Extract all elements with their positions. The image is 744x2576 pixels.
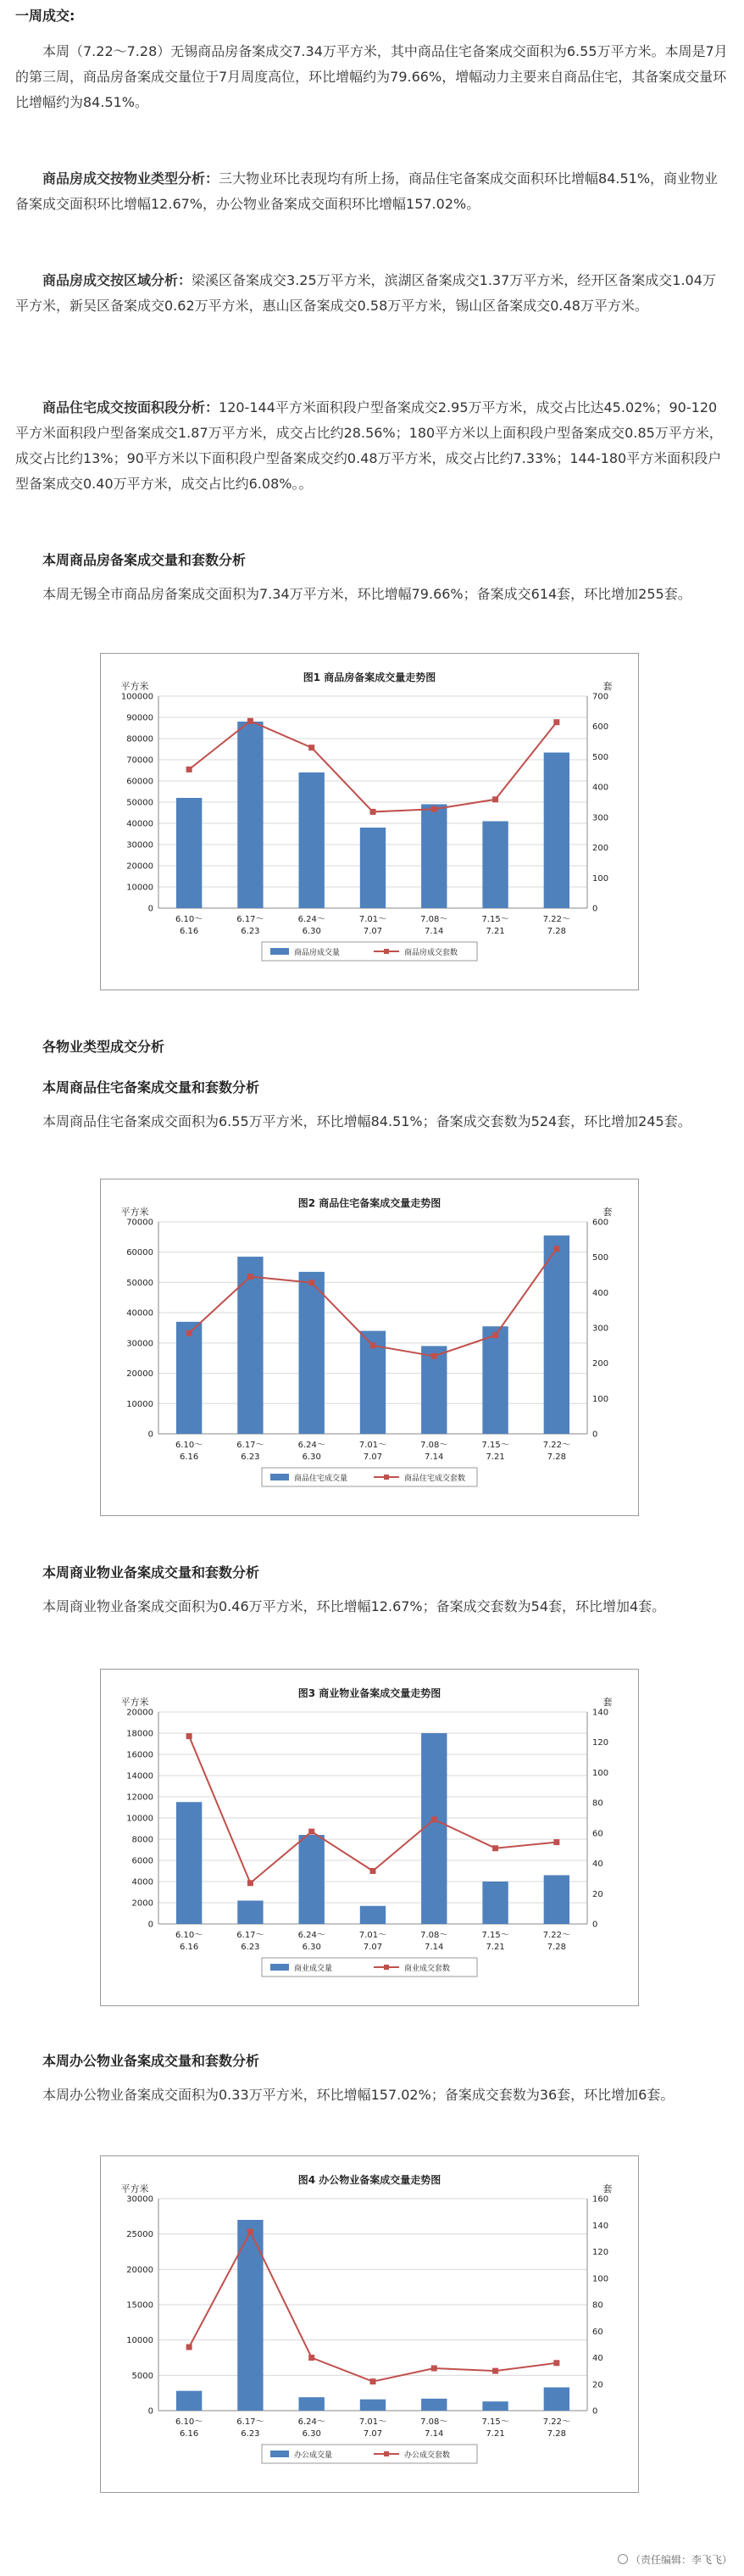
x-tick-label: 7.15～ [481, 2417, 509, 2427]
types-section-title: 各物业类型成交分析 [42, 1039, 165, 1055]
y-tick-label: 4000 [131, 1877, 153, 1887]
analysis-by-type-text: 三大物业环比表现均有所上扬，商品住宅备案成交面积环比增幅84.51%，商业物业备案成交面积环比增幅12.67%，办公物业备案成交面积环比增幅157.02%。 [15, 170, 719, 212]
weekly-title: 一周成交: [15, 8, 75, 24]
legend-bar-swatch [270, 2451, 289, 2457]
y2-tick-label: 100 [592, 2274, 609, 2284]
y-tick-label: 50000 [126, 1278, 153, 1288]
y-tick-label: 30000 [126, 2194, 153, 2205]
legend-line-marker [384, 2451, 389, 2456]
line-point [308, 1280, 314, 1285]
y-tick-label: 70000 [126, 756, 153, 766]
y2-tick-label: 700 [592, 692, 609, 702]
analysis-by-region-label: 商品房成交按区域分析： [42, 272, 192, 288]
y2-tick-label: 300 [592, 813, 609, 823]
x-tick-label: 6.10～ [175, 1931, 203, 1940]
analysis-by-type [15, 166, 729, 217]
x-tick-label: 6.16 [180, 1943, 199, 1952]
editor-credit-text: （责任编辑：李飞飞） [630, 2554, 732, 2566]
y2-axis-label: 套 [602, 681, 613, 692]
x-tick-label: 6.10～ [175, 915, 203, 924]
y2-tick-label: 160 [592, 2194, 609, 2205]
analysis-by-area [15, 395, 729, 497]
x-tick-label: 7.22～ [542, 915, 570, 924]
x-tick-label: 7.14 [425, 2429, 444, 2439]
y2-tick-label: 120 [592, 1738, 609, 1748]
chart-3 [100, 1669, 639, 2006]
y-tick-label: 0 [147, 1920, 153, 1930]
x-tick-label: 7.14 [425, 1452, 444, 1462]
y2-tick-label: 40 [592, 2354, 603, 2363]
chart-4-svg [101, 2156, 638, 2492]
bar [482, 1326, 508, 1434]
y-tick-label: 20000 [126, 2265, 153, 2275]
x-tick-label: 7.21 [486, 1452, 505, 1462]
bar [544, 2388, 569, 2412]
y2-axis-label: 套 [602, 2183, 613, 2194]
chart-1 [100, 653, 639, 990]
x-tick-label: 7.07 [363, 2429, 383, 2439]
x-tick-label: 7.01～ [358, 1931, 387, 1940]
y-tick-label: 16000 [126, 1750, 153, 1760]
y-tick-label: 20000 [126, 1708, 153, 1718]
x-tick-label: 7.28 [547, 927, 566, 936]
y2-tick-label: 100 [592, 1768, 609, 1778]
legend-line-marker [384, 1475, 389, 1480]
office-section-text: 本周办公物业备案成交面积为0.33万平方米，环比增幅157.02%；备案成交套数为36套，环比增加6套。 [42, 2087, 675, 2103]
x-tick-label: 7.14 [425, 1943, 444, 1952]
office-section-title: 本周办公物业备案成交量和套数分析 [42, 2053, 260, 2069]
y2-tick-label: 0 [592, 1430, 598, 1440]
y2-tick-label: 500 [592, 1253, 609, 1263]
x-tick-label: 6.24～ [297, 2417, 325, 2427]
commercial-section-title: 本周商业物业备案成交量和套数分析 [42, 1564, 260, 1581]
y-tick-label: 10000 [126, 2336, 153, 2346]
y-tick-label: 10000 [126, 1399, 153, 1409]
editor-credit [618, 2552, 732, 2567]
y-axis-label: 平方米 [120, 1697, 149, 1708]
line-point [431, 1353, 437, 1359]
legend-line-label: 商品住宅成交套数 [404, 1475, 466, 1483]
x-tick-label: 6.23 [241, 2429, 260, 2439]
x-tick-label: 7.28 [547, 1943, 566, 1952]
commercial-section-text: 本周商业物业备案成交面积为0.46万平方米，环比增幅12.67%；备案成交套数为54套，环比增加4套。 [42, 1598, 666, 1614]
line-point [308, 1829, 314, 1835]
line-point [370, 1342, 376, 1348]
editor-icon [618, 2554, 628, 2564]
x-tick-label: 6.10～ [175, 2417, 203, 2427]
y2-tick-label: 60 [592, 1829, 603, 1839]
y-tick-label: 70000 [126, 1218, 153, 1228]
y2-tick-label: 140 [592, 1708, 609, 1718]
y-tick-label: 10000 [126, 1814, 153, 1824]
x-tick-label: 7.21 [486, 927, 505, 936]
x-tick-label: 6.30 [302, 2429, 321, 2439]
y-axis-label: 平方米 [120, 1207, 149, 1218]
x-tick-label: 7.07 [363, 927, 383, 936]
y-tick-label: 60000 [126, 1248, 153, 1258]
line-point [186, 1330, 192, 1336]
line-point [492, 1332, 498, 1338]
x-tick-label: 7.21 [486, 2429, 505, 2439]
x-tick-label: 6.16 [180, 2429, 199, 2439]
y2-tick-label: 0 [592, 1920, 598, 1930]
y-tick-label: 5000 [131, 2371, 153, 2381]
y2-tick-label: 100 [592, 873, 609, 884]
y2-tick-label: 600 [592, 722, 609, 733]
y-tick-label: 60000 [126, 777, 153, 787]
bar [482, 1882, 508, 1924]
y2-tick-label: 500 [592, 752, 609, 762]
y2-tick-label: 100 [592, 1394, 609, 1404]
bar [421, 1733, 447, 1924]
y-tick-label: 15000 [126, 2300, 153, 2311]
chart-title: 图3 商业物业备案成交量走势图 [297, 1687, 441, 1699]
residential-section-title: 本周商品住宅备案成交量和套数分析 [42, 1079, 260, 1096]
x-tick-label: 7.15～ [481, 1441, 509, 1450]
y-axis-label: 平方米 [120, 681, 149, 692]
bar [421, 805, 447, 909]
line-point [553, 719, 559, 725]
total-section-title: 本周商品房备案成交量和套数分析 [42, 552, 247, 568]
x-tick-label: 6.16 [180, 1452, 199, 1462]
residential-section-text: 本周商品住宅备案成交面积为6.55万平方米，环比增幅84.51%；备案成交套数为524套，环比增加245套。 [42, 1113, 691, 1129]
bar [299, 1835, 325, 1924]
line-point [186, 1733, 192, 1739]
legend-bar-swatch [270, 1964, 289, 1971]
x-tick-label: 7.28 [547, 1452, 566, 1462]
y2-tick-label: 60 [592, 2327, 603, 2337]
x-tick-label: 6.17～ [236, 1931, 264, 1940]
legend-line-marker [384, 949, 389, 954]
line-point [492, 796, 498, 802]
y-tick-label: 40000 [126, 819, 153, 829]
line-point [247, 1274, 253, 1280]
y2-axis-label: 套 [602, 1207, 613, 1218]
chart-2 [100, 1179, 639, 1516]
legend-line-label: 商业成交套数 [404, 1965, 451, 1973]
y-tick-label: 0 [147, 1430, 153, 1440]
x-tick-label: 6.17～ [236, 1441, 264, 1450]
y-tick-label: 18000 [126, 1729, 153, 1739]
y2-tick-label: 40 [592, 1860, 603, 1870]
x-tick-label: 6.10～ [175, 1441, 203, 1450]
y2-tick-label: 400 [592, 783, 609, 793]
x-tick-label: 6.24～ [297, 915, 325, 924]
line-point [553, 1246, 559, 1252]
analysis-by-region-text: 梁溪区备案成交3.25万平方米，滨湖区备案成交1.37万平方米，经开区备案成交1.04万平方米，新吴区备案成交0.62万平方米，惠山区备案成交0.58万平方米，锡山区备案成交0.48万平方米。 [15, 272, 716, 314]
analysis-by-region [15, 268, 729, 319]
line-point [553, 2360, 559, 2366]
chart-title: 图4 办公物业备案成交量走势图 [297, 2174, 441, 2186]
series-line [189, 1737, 557, 1883]
x-tick-label: 6.17～ [236, 915, 264, 924]
x-tick-label: 7.22～ [542, 1441, 570, 1450]
line-point [431, 806, 437, 812]
legend-line-label: 办公成交套数 [404, 2451, 451, 2460]
bar [299, 2397, 325, 2411]
y-axis-label: 平方米 [120, 2183, 149, 2194]
y-tick-label: 14000 [126, 1771, 153, 1781]
x-tick-label: 6.23 [241, 927, 260, 936]
analysis-by-type-label: 商品房成交按物业类型分析： [42, 170, 219, 187]
chart-1-svg [101, 654, 638, 990]
y-tick-label: 20000 [126, 861, 153, 872]
x-tick-label: 7.15～ [481, 915, 509, 924]
x-tick-label: 7.22～ [542, 2417, 570, 2427]
x-tick-label: 7.08～ [420, 1441, 448, 1450]
y-tick-label: 90000 [126, 713, 153, 723]
x-tick-label: 7.07 [363, 1452, 383, 1462]
legend-bar-label: 商品住宅成交量 [294, 1475, 348, 1483]
x-tick-label: 6.30 [302, 1452, 321, 1462]
bar [421, 2399, 447, 2411]
y2-tick-label: 200 [592, 1359, 609, 1369]
line-point [186, 2345, 192, 2350]
x-tick-label: 7.22～ [542, 1931, 570, 1940]
legend-line-marker [384, 1965, 389, 1970]
legend-bar-label: 商品房成交量 [294, 949, 341, 957]
legend-bar-label: 办公成交量 [294, 2451, 333, 2460]
line-point [553, 1839, 559, 1845]
y-tick-label: 2000 [131, 1899, 153, 1909]
line-point [370, 2378, 376, 2384]
y-tick-label: 100000 [120, 692, 153, 702]
chart-3-svg [101, 1670, 638, 2005]
bar [237, 722, 263, 908]
x-tick-label: 7.01～ [358, 1441, 387, 1450]
y2-axis-label: 套 [602, 1697, 613, 1708]
line-point [492, 2368, 498, 2374]
x-tick-label: 7.21 [486, 1943, 505, 1952]
x-tick-label: 7.14 [425, 927, 444, 936]
x-tick-label: 6.24～ [297, 1441, 325, 1450]
bar [482, 2401, 508, 2411]
bar [544, 1235, 569, 1434]
chart-4 [100, 2155, 639, 2493]
y-tick-label: 0 [147, 904, 153, 914]
x-tick-label: 7.28 [547, 2429, 566, 2439]
y2-tick-label: 400 [592, 1288, 609, 1298]
y2-tick-label: 120 [592, 2248, 609, 2257]
line-point [247, 718, 253, 724]
y-tick-label: 30000 [126, 1339, 153, 1349]
total-section-text: 本周无锡全市商品房备案成交面积为7.34万平方米，环比增幅79.66%；备案成交614套，环比增加255套。 [42, 586, 691, 602]
line-point [186, 767, 192, 772]
chart-title: 图2 商品住宅备案成交量走势图 [297, 1197, 441, 1209]
line-point [308, 744, 314, 750]
y2-tick-label: 200 [592, 844, 609, 854]
bar [176, 798, 202, 908]
analysis-by-area-text: 120-144平方米面积段户型备案成交2.95万平方米，成交占比达45.02%；90-120平方米面积段户型备案成交1.87万平方米，成交占比约28.56%；180平方米以上面积段户型备案成交0.85万平方米，成交占比约13%；90平方米以下面积段户型备案成交约0.48万平方米，成交占比约7.33%；144-180平方米面积段户型备案成交0.40万平方米，成交占比约6.08%。。 [15, 399, 723, 492]
x-tick-label: 7.15～ [481, 1931, 509, 1940]
legend-bar-label: 商业成交量 [294, 1965, 333, 1973]
y-tick-label: 50000 [126, 798, 153, 808]
bar [299, 1272, 325, 1434]
bar [482, 822, 508, 909]
y2-tick-label: 20 [592, 2380, 603, 2390]
y-tick-label: 20000 [126, 1369, 153, 1380]
bar [360, 2400, 386, 2411]
line-point [370, 1868, 376, 1874]
legend-bar-swatch [270, 1474, 289, 1480]
y2-tick-label: 0 [592, 904, 598, 914]
x-tick-label: 7.01～ [358, 2417, 387, 2427]
bar [176, 2391, 202, 2411]
y-tick-label: 8000 [131, 1835, 153, 1845]
x-tick-label: 6.23 [241, 1943, 260, 1952]
y-tick-label: 12000 [126, 1793, 153, 1803]
bar [360, 1906, 386, 1924]
x-tick-label: 7.01～ [358, 915, 387, 924]
y-tick-label: 10000 [126, 883, 153, 893]
bar [421, 1346, 447, 1434]
bar [237, 1901, 263, 1925]
legend-line-label: 商品房成交套数 [404, 949, 458, 957]
bar [237, 1257, 263, 1434]
bar [176, 1322, 202, 1434]
x-tick-label: 6.23 [241, 1452, 260, 1462]
x-tick-label: 6.16 [180, 927, 199, 936]
y-tick-label: 0 [147, 2406, 153, 2417]
bar [544, 753, 569, 909]
y2-tick-label: 0 [592, 2406, 598, 2417]
weekly-summary: 本周（7.22～7.28）无锡商品房备案成交7.34万平方米，其中商品住宅备案成交面积为6.55万平方米。本周是7月的第三周，商品房备案成交量位于7月周度高位，环比增幅约为79.66%，增幅动力主要来自商品住宅，其备案成交量环比增幅约为84.51%。 [15, 43, 728, 110]
y-tick-label: 25000 [126, 2230, 153, 2240]
y-tick-label: 30000 [126, 840, 153, 850]
legend-bar-swatch [270, 948, 289, 955]
x-tick-label: 7.08～ [420, 1931, 448, 1940]
analysis-by-area-label: 商品住宅成交按面积段分析： [42, 399, 219, 415]
y2-tick-label: 140 [592, 2221, 609, 2231]
line-point [431, 1816, 437, 1822]
line-point [247, 2229, 253, 2235]
y-tick-label: 6000 [131, 1856, 153, 1866]
y2-tick-label: 300 [592, 1324, 609, 1334]
x-tick-label: 6.24～ [297, 1931, 325, 1940]
x-tick-label: 7.07 [363, 1943, 383, 1952]
x-tick-label: 6.30 [302, 927, 321, 936]
bar [299, 772, 325, 908]
x-tick-label: 7.08～ [420, 915, 448, 924]
line-point [247, 1880, 253, 1886]
y2-tick-label: 80 [592, 1798, 603, 1809]
line-point [492, 1845, 498, 1851]
chart-title: 图1 商品房备案成交量走势图 [303, 672, 436, 683]
line-point [308, 2355, 314, 2361]
chart-2-svg [101, 1179, 638, 1515]
x-tick-label: 7.08～ [420, 2417, 448, 2427]
x-tick-label: 6.17～ [236, 2417, 264, 2427]
x-tick-label: 6.30 [302, 1943, 321, 1952]
y2-tick-label: 600 [592, 1218, 609, 1228]
y-tick-label: 40000 [126, 1308, 153, 1319]
bar [176, 1802, 202, 1924]
line-point [370, 809, 376, 815]
bar [360, 828, 386, 908]
y2-tick-label: 80 [592, 2300, 603, 2311]
line-point [431, 2366, 437, 2372]
y-tick-label: 80000 [126, 734, 153, 744]
bar [544, 1876, 569, 1925]
y2-tick-label: 20 [592, 1889, 603, 1899]
